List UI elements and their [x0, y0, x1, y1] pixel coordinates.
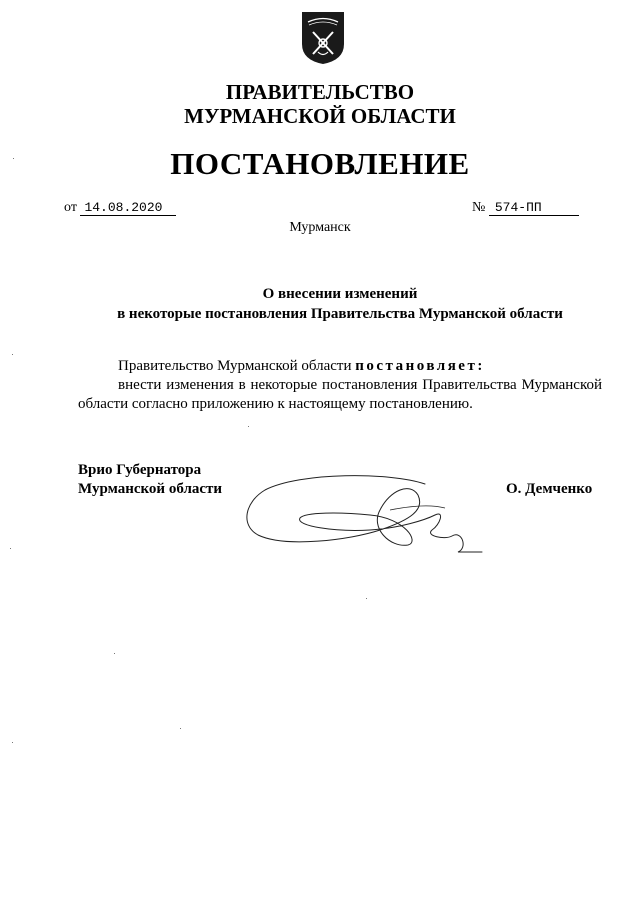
scan-speck	[12, 354, 13, 355]
signatory-name: О. Демченко	[506, 481, 593, 497]
resolution-lead	[118, 358, 485, 375]
document-title-line2: в некоторые постановления Правительства Мурманской области	[117, 306, 563, 322]
scan-speck	[114, 653, 115, 654]
number-prefix: №	[472, 200, 486, 215]
date-prefix: от	[64, 200, 77, 215]
scan-speck	[248, 426, 249, 427]
document-date: 14.08.2020	[80, 201, 176, 216]
signatory-position-line1: Врио Губернатора	[78, 462, 202, 478]
organization-name-line1: ПРАВИТЕЛЬСТВО	[225, 80, 415, 104]
scan-speck	[12, 742, 13, 743]
organization-name-line2: МУРМАНСКОЙ ОБЛАСТИ	[184, 104, 456, 128]
signatory-position-line2: Мурманской области	[78, 481, 223, 497]
resolution-verb: постановляет:	[355, 358, 485, 374]
coat-of-arms-icon	[300, 10, 346, 66]
scan-speck	[180, 728, 181, 729]
scan-speck	[10, 548, 11, 549]
document-number: 574-ПП	[489, 201, 579, 216]
resolution-paragraph: внести изменения в некоторые постановления Правительства Мурманской области согласно приложению к настоящему постановлению.	[78, 377, 602, 412]
resolution-subject: Правительство Мурманской области	[118, 358, 356, 374]
document-type-heading: ПОСТАНОВЛЕНИЕ	[170, 146, 470, 181]
document-number-row	[472, 200, 579, 216]
document-title-line1: О внесении изменений	[262, 286, 418, 302]
city-name: Мурманск	[289, 220, 351, 235]
handwritten-signature	[240, 470, 490, 560]
scan-speck	[13, 158, 14, 159]
scan-speck	[366, 598, 367, 599]
document-date-row	[64, 200, 176, 216]
